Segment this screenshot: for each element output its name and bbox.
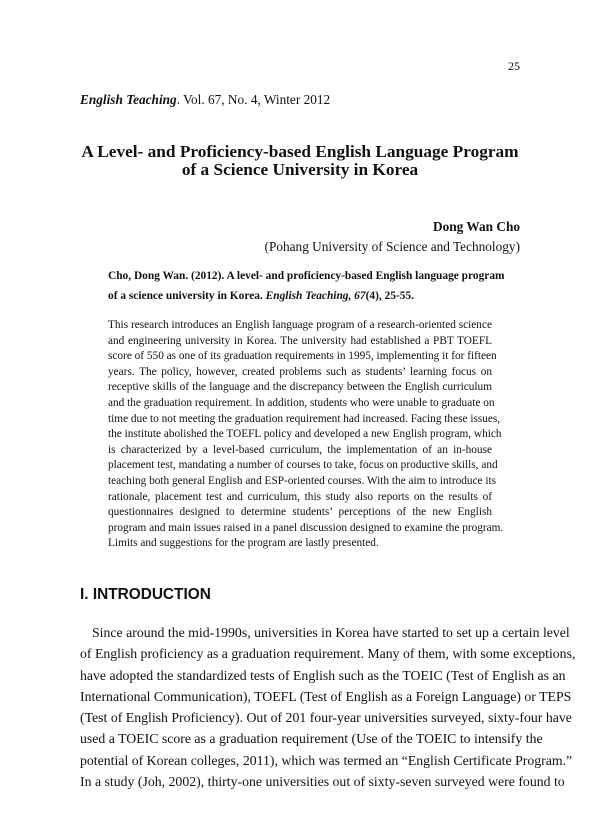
author-affiliation: (Pohang University of Science and Technology) <box>264 239 520 254</box>
body-line: of English proficiency as a graduation requirement. Many of them, with some exceptions, <box>80 646 576 662</box>
abstract-line: program and main issues raised in a panel discussion designed to examine the program. <box>108 521 504 534</box>
title-line-2: of a Science University in Korea <box>181 160 419 179</box>
author-block <box>265 217 520 257</box>
abstract-line: Limits and suggestions for the program are lastly presented. <box>108 537 379 550</box>
abstract-line: receptive skills of the language and the discrepancy between the English curriculum <box>108 381 492 394</box>
citation-pages: (4), 25-55. <box>365 290 414 302</box>
abstract <box>108 318 504 552</box>
citation-journal: English Teaching, 67 <box>265 290 366 302</box>
author-name: Dong Wan Cho <box>433 219 520 234</box>
introduction-text <box>80 622 576 792</box>
abstract-line: and engineering university in Korea. The university had established a PBT TOEFL <box>108 334 492 347</box>
body-line: Since around the mid-1990s, universities in Korea have started to set up a certain level <box>92 625 570 640</box>
citation-title-end: of a science university in Korea. <box>108 290 266 302</box>
abstract-line: and the graduation requirement. In addition, students who were unable to graduate on <box>108 396 495 409</box>
journal-name: English Teaching <box>80 92 177 107</box>
citation <box>108 266 505 306</box>
journal-details: . Vol. 67, No. 4, Winter 2012 <box>176 92 331 107</box>
abstract-line: questionnaires designed to determine students’ perceptions of the new English <box>108 506 492 519</box>
abstract-line: the institute abolished the TOEFL policy and developed a new English program, which <box>108 428 502 441</box>
citation-line-2 <box>108 286 492 306</box>
journal-line <box>80 92 330 108</box>
title-line-1: A Level- and Proficiency-based English Language Program <box>81 142 519 161</box>
body-line: have adopted the standardized tests of English such as the TOEIC (Test of English as an <box>80 667 566 683</box>
abstract-line: time due to not meeting the graduation requirement had increased. Facing these issues, <box>108 412 501 425</box>
body-line: (Test of English Proficiency). Out of 201 four-year universities surveyed, sixty-four have <box>80 710 572 726</box>
abstract-line: is characterized by a level-based curriculum, the implementation of an in-house <box>108 443 492 456</box>
abstract-line: placement test, mandating a number of courses to take, focus on productive skills, and <box>108 459 498 472</box>
page-number: 25 <box>508 59 520 73</box>
body-line: potential of Korean colleges, 2011), which was termed an “English Certificate Program.” <box>80 752 573 768</box>
section-heading: I. INTRODUCTION <box>80 586 211 603</box>
body-line: used a TOEIC score as a graduation requirement (Use of the TOEIC to intensify the <box>80 731 543 747</box>
abstract-line: teaching both general English and ESP-oriented courses. With the aim to introduce its <box>108 474 497 487</box>
paper-title <box>40 143 560 179</box>
abstract-line: rationale, placement test and curriculum, this study also reports on the results of <box>108 490 492 503</box>
abstract-line: years. The policy, however, created problems such as students’ learning focus on <box>108 365 492 378</box>
citation-line-1: Cho, Dong Wan. (2012). A level- and proficiency-based English language program <box>108 270 505 282</box>
body-line: International Communication), TOEFL (Test of English as a Foreign Language) or TEPS <box>80 688 572 704</box>
body-line: In a study (Joh, 2002), thirty-one universities out of sixty-seven surveyed were found to <box>80 774 565 790</box>
abstract-line: score of 550 as one of its graduation requirements in 1995, implementing it for fifteen <box>108 350 497 363</box>
abstract-line: This research introduces an English language program of a research-oriented science <box>108 319 492 331</box>
